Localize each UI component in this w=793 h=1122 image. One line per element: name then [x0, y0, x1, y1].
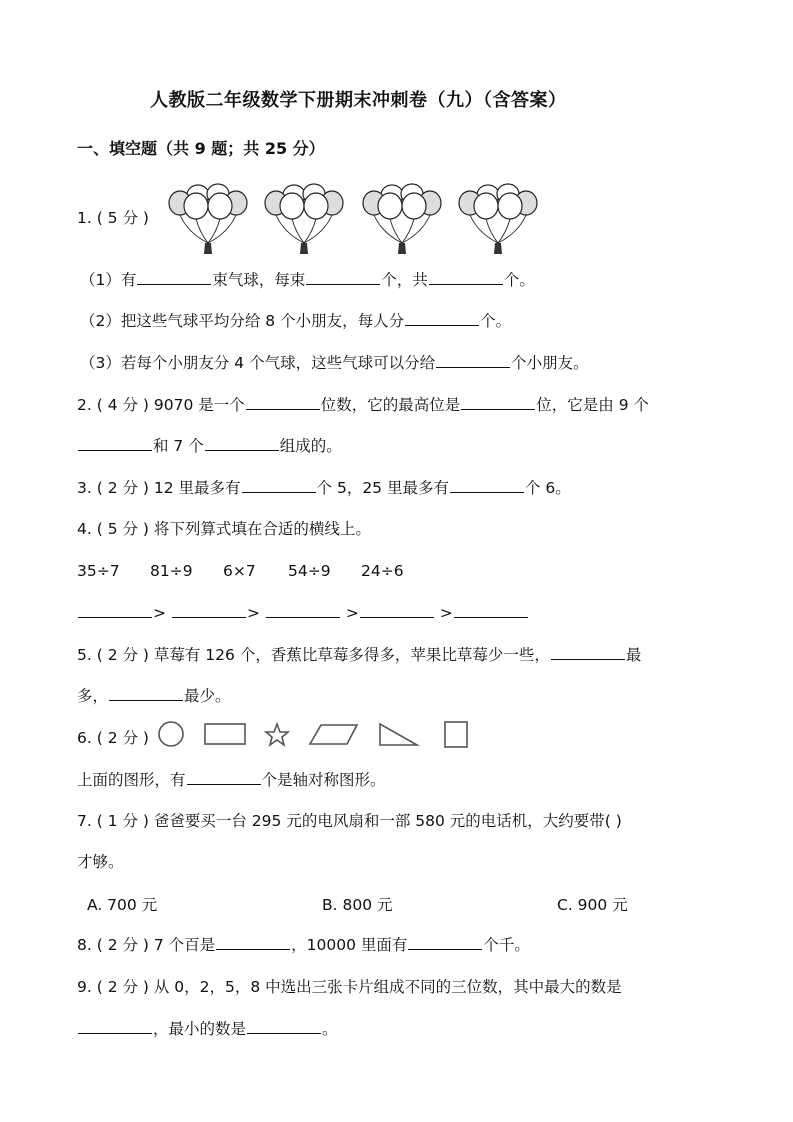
- circle-shape-icon: [159, 722, 183, 746]
- expression: 54÷9: [288, 562, 331, 580]
- answer-blank[interactable]: [216, 935, 290, 950]
- answer-blank[interactable]: [429, 270, 503, 285]
- question-1-part-1: （1）有 束气球，每束 个，共 个。: [80, 271, 535, 289]
- question-6-shapes: [155, 718, 475, 754]
- expression: 6×7: [223, 562, 256, 580]
- answer-blank[interactable]: [436, 353, 510, 368]
- question-5-line-1: 5. ( 2 分 ) 草莓有 126 个，香蕉比草莓多得多，苹果比草莓少一些， 最: [77, 646, 642, 664]
- question-2-line-1: 2. ( 4 分 ) 9070 是一个 位数，它的最高位是 位，它是由 9 个: [77, 396, 649, 414]
- answer-blank[interactable]: [246, 395, 320, 410]
- answer-blank[interactable]: [242, 478, 316, 493]
- balloon-bunch-icon: [264, 183, 344, 255]
- answer-blank[interactable]: [551, 645, 625, 660]
- answer-blank[interactable]: [247, 1019, 321, 1034]
- question-2-line-2: 和 7 个 组成的。: [77, 436, 342, 456]
- question-4-prompt: 4. ( 5 分 ) 将下列算式填在合适的横线上。: [77, 520, 371, 538]
- answer-blank[interactable]: [137, 270, 211, 285]
- expression: 81÷9: [150, 562, 193, 580]
- balloon-bunch-icon: [168, 183, 248, 255]
- answer-blank[interactable]: [78, 1019, 152, 1034]
- question-1-part-2: （2）把这些气球平均分给 8 个小朋友，每人分 个。: [80, 312, 512, 330]
- answer-blank[interactable]: [450, 478, 524, 493]
- section-heading: 一、填空题（共 9 题；共 25 分）: [77, 139, 325, 158]
- question-9-line-2: ，最小的数是 。: [77, 1019, 338, 1039]
- star-shape-icon: [266, 724, 288, 745]
- option-c[interactable]: C. 900 元: [557, 896, 628, 914]
- answer-blank[interactable]: [187, 770, 261, 785]
- parallelogram-shape-icon: [310, 725, 357, 744]
- balloon-bunch-icon: [458, 183, 538, 255]
- question-8: 8. ( 2 分 ) 7 个百是 ，10000 里面有 个千。: [77, 936, 530, 954]
- option-b[interactable]: B. 800 元: [322, 896, 393, 914]
- question-3: 3. ( 2 分 ) 12 里最多有 个 5，25 里最多有 个 6。: [77, 479, 571, 497]
- page-title: 人教版二年级数学下册期末冲刺卷（九）（含答案）: [150, 90, 567, 111]
- answer-blank[interactable]: [408, 935, 482, 950]
- rectangle-shape-icon: [205, 724, 245, 744]
- answer-blank[interactable]: [78, 603, 152, 618]
- square-shape-icon: [445, 722, 467, 747]
- question-1-part-3: （3）若每个小朋友分 4 个气球，这些气球可以分给 个小朋友。: [80, 354, 589, 372]
- question-7-line-1: 7. ( 1 分 ) 爸爸要买一台 295 元的电风扇和一部 580 元的电话机，大约要带( ): [77, 812, 622, 830]
- answer-blank[interactable]: [360, 603, 434, 618]
- answer-blank[interactable]: [266, 603, 340, 618]
- question-4-expressions: [77, 561, 404, 581]
- question-5-line-2: 多， 最少。: [77, 687, 231, 705]
- answer-blank[interactable]: [109, 686, 183, 701]
- answer-blank[interactable]: [306, 270, 380, 285]
- question-9-line-1: 9. ( 2 分 ) 从 0，2，5，8 中选出三张卡片组成不同的三位数，其中最大的数是: [77, 978, 622, 996]
- question-1-prefix: 1. ( 5 分 ): [77, 209, 149, 227]
- answer-blank[interactable]: [454, 603, 528, 618]
- balloon-bunch-icon: [362, 183, 442, 255]
- answer-blank[interactable]: [461, 395, 535, 410]
- right-triangle-shape-icon: [380, 724, 417, 745]
- expression: 35÷7: [77, 562, 120, 580]
- expression: 24÷6: [361, 562, 404, 580]
- answer-blank[interactable]: [78, 436, 152, 451]
- answer-blank[interactable]: [205, 436, 279, 451]
- question-6-prefix: 6. ( 2 分 ): [77, 729, 149, 747]
- question-7-line-2: 才够。: [77, 853, 124, 871]
- balloon-bunches-image: [168, 183, 548, 255]
- option-a[interactable]: A. 700 元: [87, 896, 158, 914]
- answer-blank[interactable]: [405, 311, 479, 326]
- question-4-answer-line: > > > >: [77, 603, 529, 623]
- answer-blank[interactable]: [172, 603, 246, 618]
- question-6-text: 上面的图形，有 个是轴对称图形。: [77, 771, 386, 789]
